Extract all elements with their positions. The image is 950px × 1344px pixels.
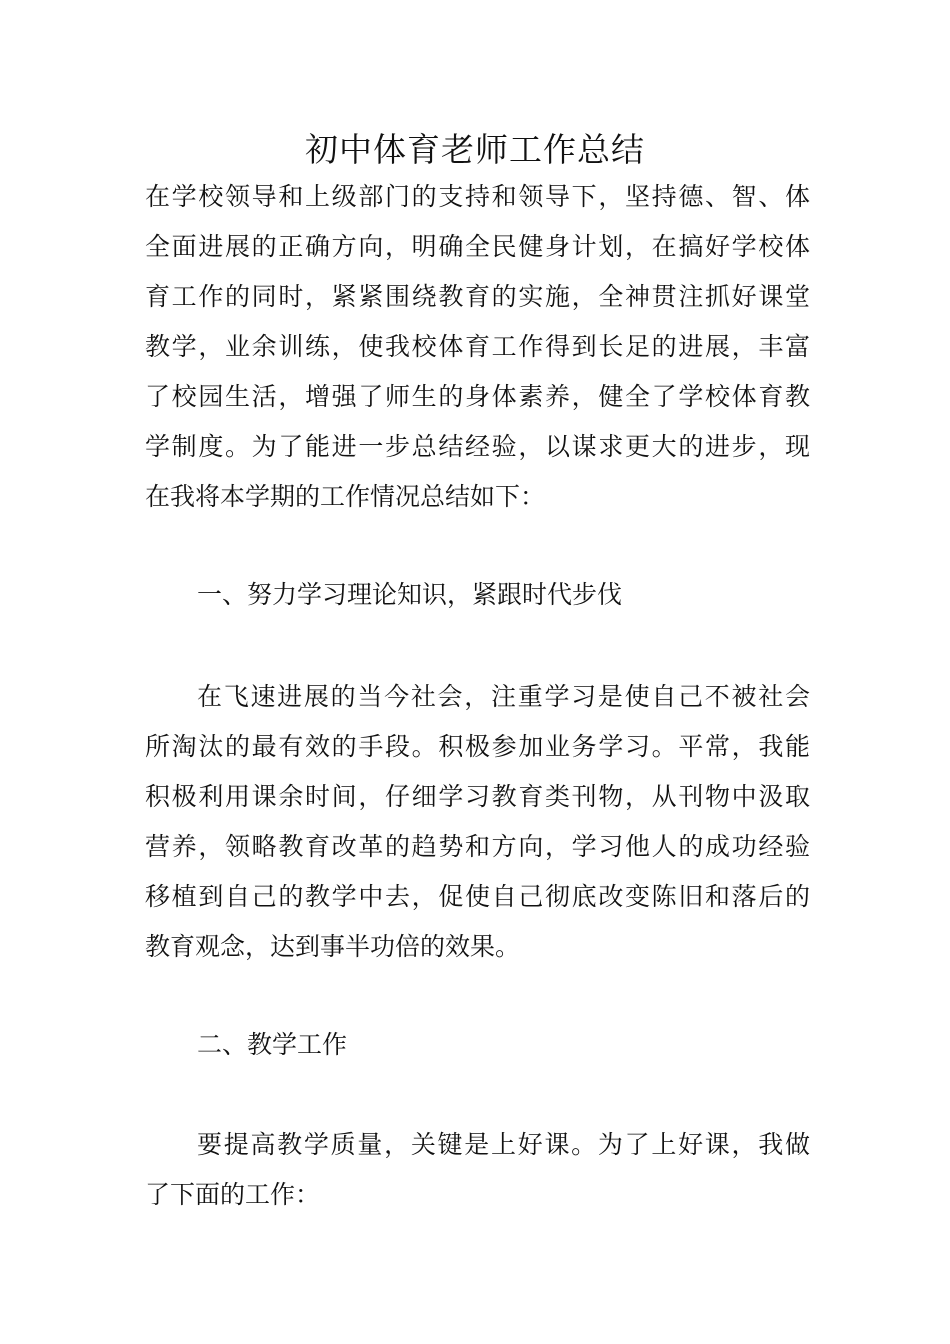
section-heading: 一、努力学习理论知识，紧跟时代步伐 <box>197 580 623 609</box>
paragraph-line: 所淘汰的最有效的手段。积极参加业务学习。平常，我能 <box>145 732 810 761</box>
section-2-paragraph <box>145 1120 810 1220</box>
paragraph-line: 营养，领略教育改革的趋势和方向，学习他人的成功经验 <box>145 832 810 861</box>
paragraph-line: 积极利用课余时间，仔细学习教育类刊物，从刊物中汲取 <box>145 782 810 811</box>
paragraph-line: 了下面的工作： <box>145 1180 321 1209</box>
section-1-paragraph <box>145 672 810 972</box>
section-2-heading-block <box>145 1020 810 1070</box>
section-heading: 二、教学工作 <box>197 1030 348 1059</box>
paragraph-line: 在我将本学期的工作情况总结如下： <box>145 482 546 511</box>
document-title: 初中体育老师工作总结 <box>305 130 645 169</box>
paragraph-line: 全面进展的正确方向，明确全民健身计划，在搞好学校体 <box>145 232 810 261</box>
paragraph-line: 育工作的同时，紧紧围绕教育的实施，全神贯注抓好课堂 <box>145 282 810 311</box>
paragraph-line: 要提高教学质量，关键是上好课。为了上好课，我做 <box>197 1130 810 1159</box>
section-1-heading-block <box>145 570 810 620</box>
paragraph-line: 在学校领导和上级部门的支持和领导下，坚持德、智、体 <box>145 182 810 211</box>
intro-paragraph <box>145 172 810 522</box>
paragraph-line: 移植到自己的教学中去，促使自己彻底改变陈旧和落后的 <box>145 882 810 911</box>
paragraph-line: 学制度。为了能进一步总结经验，以谋求更大的进步，现 <box>145 432 810 461</box>
paragraph-line: 教育观念，达到事半功倍的效果。 <box>145 932 521 961</box>
paragraph-line: 在飞速进展的当今社会，注重学习是使自己不被社会 <box>197 682 810 711</box>
paragraph-line: 了校园生活，增强了师生的身体素养，健全了学校体育教 <box>145 382 810 411</box>
paragraph-line: 教学，业余训练，使我校体育工作得到长足的进展，丰富 <box>145 332 810 361</box>
